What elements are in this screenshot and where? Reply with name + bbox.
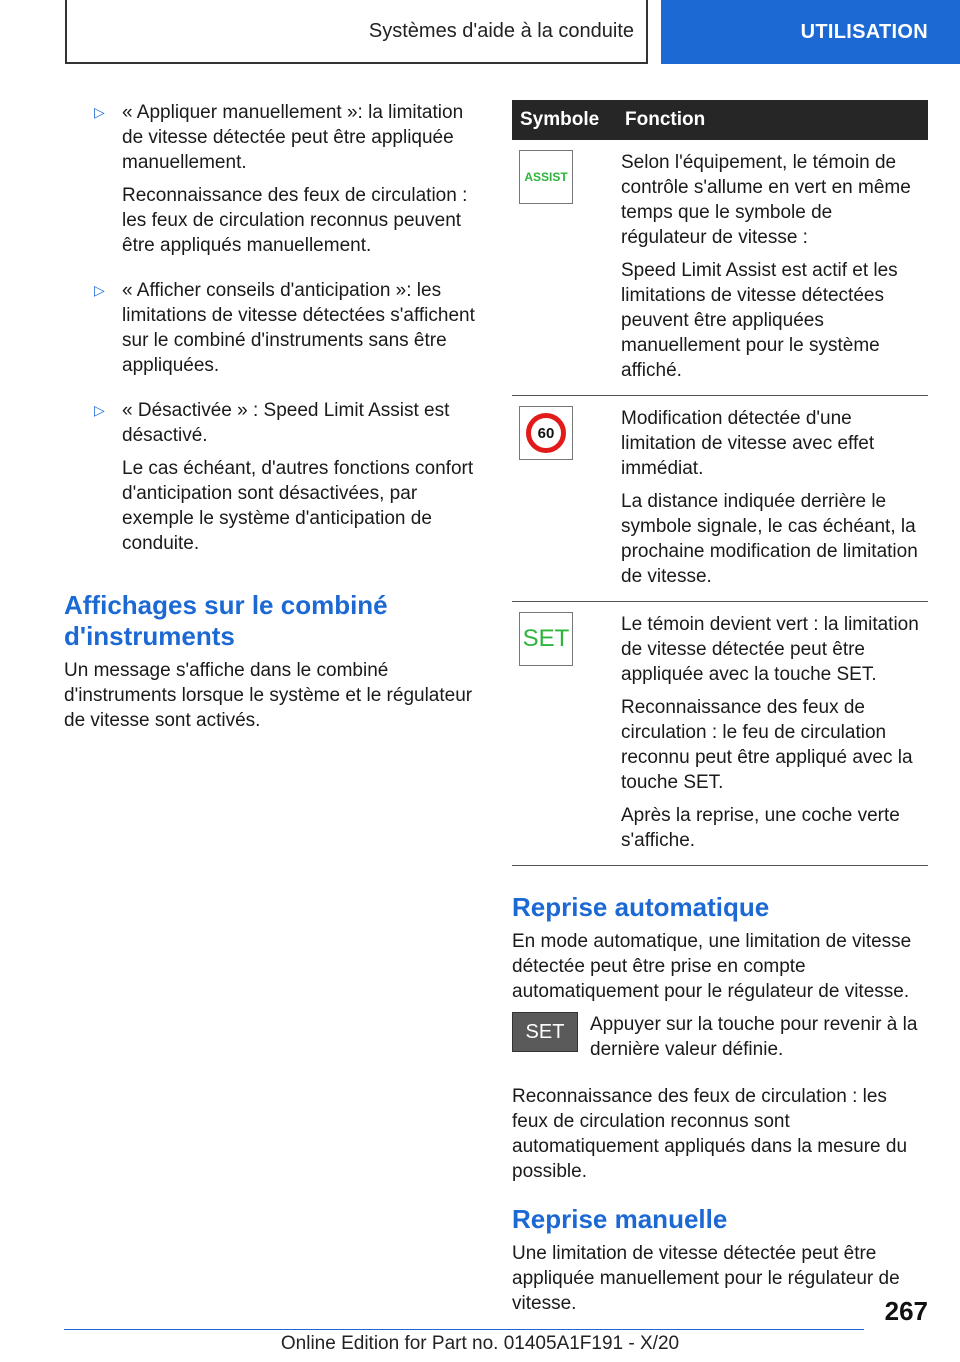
set-button-instruction bbox=[512, 1012, 928, 1070]
table-header-symbol: Symbole bbox=[512, 100, 617, 140]
list-item-text: Reconnaissance des feux de circulation : les feux de circulation reconnus peuvent être appliqués manuellement. bbox=[122, 185, 468, 256]
list-item bbox=[64, 278, 482, 386]
body-text: Un message s'affiche dans le combiné d'instruments lorsque le système et le régulateur de vitesse sont activés. bbox=[64, 660, 473, 731]
list-item-text: « Appliquer manuellement »: la limitation de vitesse détectée peut être appliquée manuellement. bbox=[122, 102, 464, 173]
set-icon: SET bbox=[519, 612, 573, 666]
table-header-function: Fonction bbox=[617, 100, 928, 140]
section-heading: Reprise manuelle bbox=[512, 1204, 728, 1234]
assist-icon: ASSIST bbox=[519, 150, 573, 204]
chapter-tab-label: UTILISATION bbox=[800, 20, 928, 43]
table-cell-text: Reconnaissance des feux de circulation : le feu de circulation reconnu peut être appliqué avec la touche SET. bbox=[621, 697, 913, 793]
section-heading: Affichages sur le combiné d'instruments bbox=[64, 590, 388, 651]
triangle-bullet-icon: ▷ bbox=[94, 104, 105, 120]
left-column bbox=[64, 100, 482, 741]
table-cell-text: La distance indiquée derrière le symbole signale, le cas échéant, la prochaine modification de limitation de vitesse. bbox=[621, 491, 918, 587]
right-column bbox=[512, 100, 928, 1324]
list-item-text: « Afficher conseils d'anticipation »: les limitations de vitesse détectées s'affichent sur le combiné d'instruments sans être appliquées. bbox=[122, 280, 475, 376]
section-header bbox=[65, 0, 648, 64]
list-item-text: « Désactivée » : Speed Limit Assist est désactivé. bbox=[122, 400, 450, 446]
section-heading: Reprise automatique bbox=[512, 892, 770, 922]
footer-divider bbox=[64, 1329, 864, 1330]
list-item bbox=[64, 100, 482, 266]
body-text: Une limitation de vitesse détectée peut être appliquée manuellement pour le régulateur de vitesse. bbox=[512, 1243, 900, 1314]
list-item bbox=[64, 398, 482, 564]
table-row bbox=[512, 396, 928, 602]
body-text: En mode automatique, une limitation de vitesse détectée peut être prise en compte automatiquement pour le régulateur de vitesse. bbox=[512, 931, 912, 1002]
triangle-bullet-icon: ▷ bbox=[94, 282, 105, 298]
body-text: Appuyer sur la touche pour revenir à la dernière valeur définie. bbox=[590, 1014, 918, 1060]
table-cell-text: Après la reprise, une coche verte s'affiche. bbox=[621, 805, 900, 851]
table-cell-text: Le témoin devient vert : la limitation de vitesse détectée peut être appliquée avec la touche SET. bbox=[621, 614, 919, 685]
triangle-bullet-icon: ▷ bbox=[94, 402, 105, 418]
table-cell-text: Selon l'équipement, le témoin de contrôle s'allume en vert en même temps que le symbole de régulateur de vitesse : bbox=[621, 152, 911, 248]
body-text: Reconnaissance des feux de circulation : les feux de circulation reconnus sont automatiquement appliqués dans la mesure du possible. bbox=[512, 1086, 908, 1182]
speed-limit-sign-icon: 60 bbox=[519, 406, 573, 460]
table-row bbox=[512, 140, 928, 396]
chapter-tab[interactable] bbox=[661, 0, 960, 64]
section-title: Systèmes d'aide à la conduite bbox=[368, 19, 634, 42]
footer-edition: Online Edition for Part no. 01405A1F191 - X/20 bbox=[280, 1333, 680, 1354]
page-number: 267 bbox=[884, 1296, 928, 1326]
table-cell-text: Speed Limit Assist est actif et les limitations de vitesse détectées peuvent être appliquées manuellement pour le système affiché. bbox=[621, 260, 898, 381]
list-item-text: Le cas échéant, d'autres fonctions confort d'anticipation sont désactivées, par exemple le système d'anticipation de conduite. bbox=[122, 458, 474, 554]
symbol-table bbox=[512, 100, 928, 866]
table-row bbox=[512, 602, 928, 866]
table-cell-text: Modification détectée d'une limitation de vitesse avec effet immédiat. bbox=[621, 408, 875, 479]
set-button-icon: SET bbox=[512, 1012, 578, 1052]
